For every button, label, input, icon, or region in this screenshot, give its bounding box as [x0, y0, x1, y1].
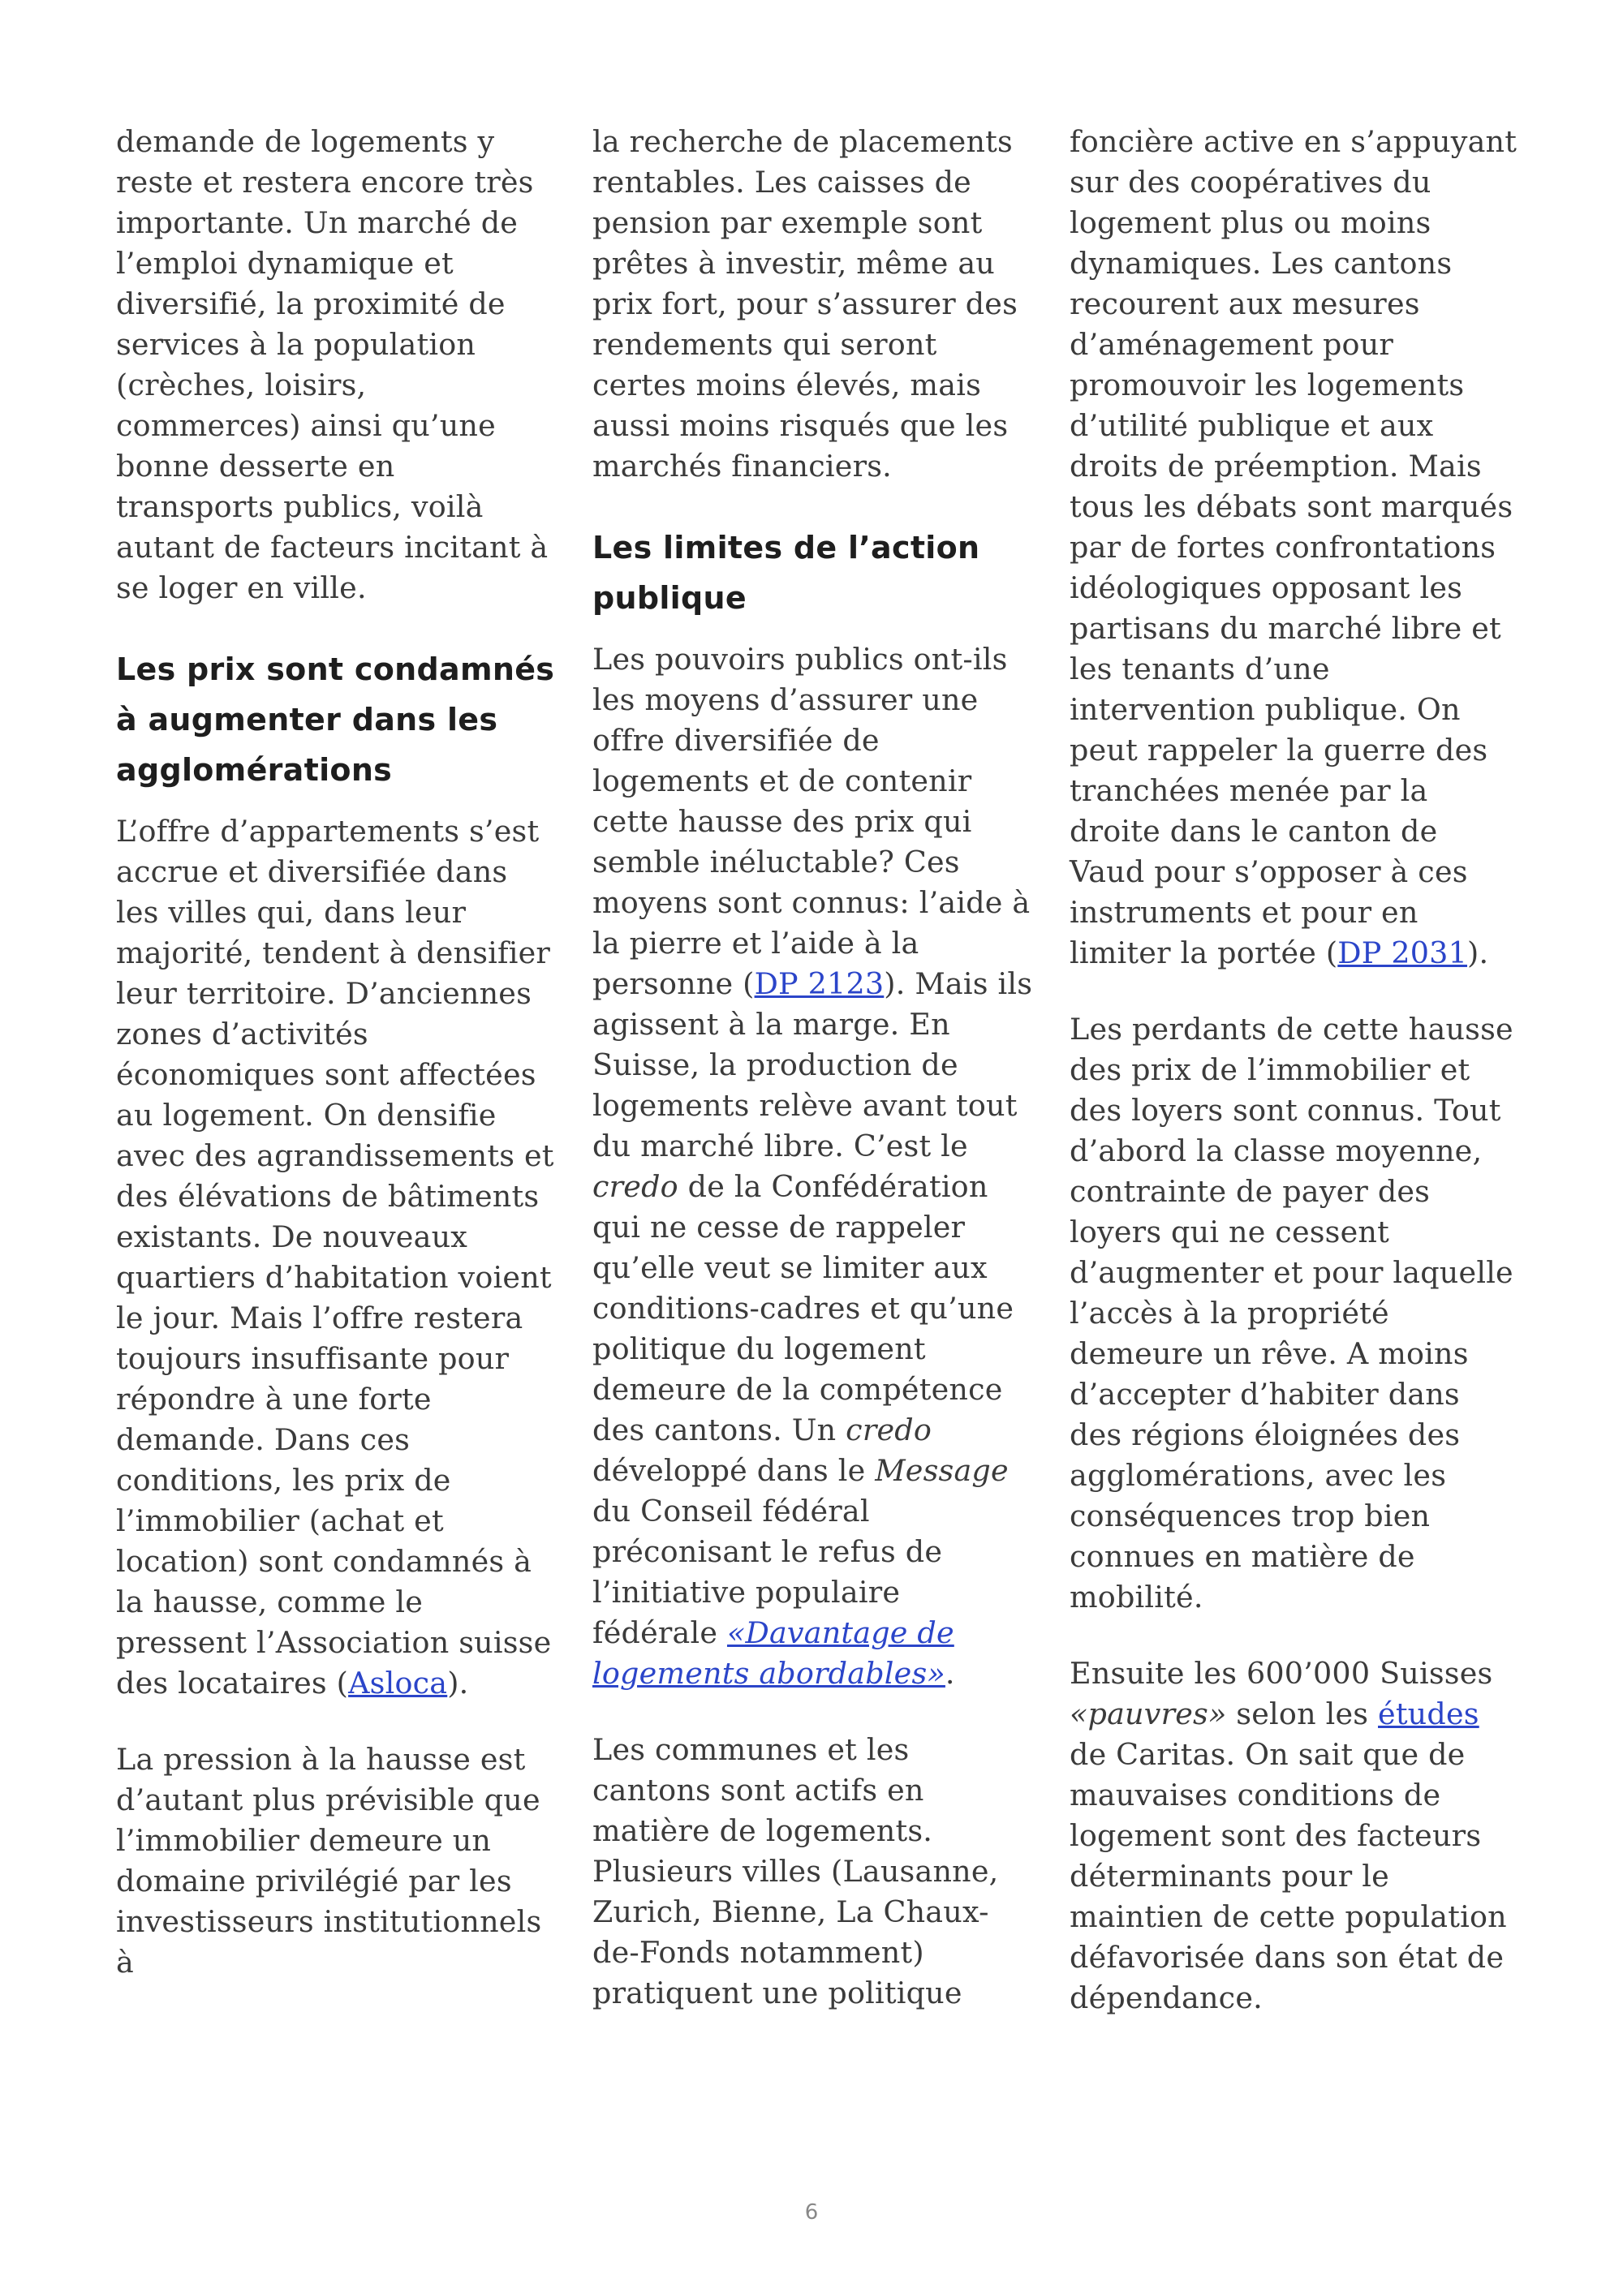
- paragraph-text: développé dans le: [592, 1453, 876, 1488]
- text-column-2: [592, 122, 1035, 2049]
- paragraph-text: de Caritas. On sait que de mauvaises conditions de logement sont des facteurs déterminants pour le maintien de cette population défavorisée dans son état de dépendance.: [1070, 1737, 1507, 2015]
- paragraph-text: selon les: [1226, 1696, 1379, 1731]
- paragraph-text: Les pouvoirs publics ont-ils les moyens d’assurer une offre diversifiée de logements et de contenir cette hausse des prix qui semble inéluctable? Ces moyens sont connus: l’aide à la pierre et l’aide à la personne (: [592, 642, 1031, 1001]
- paragraph: [592, 639, 1035, 1694]
- paragraph-text: ). Mais ils agissent à la marge. En Suisse, la production de logements relève avant tout du marché libre. C’est le: [592, 966, 1033, 1163]
- emphasis-message: Message: [875, 1453, 1009, 1488]
- dp-2123-link[interactable]: DP 2123: [754, 966, 885, 1001]
- paragraph-text: ).: [1467, 935, 1489, 970]
- paragraph: La pression à la hausse est d’autant plus prévisible que l’immobilier demeure un domaine privilégié par les investisseurs institutionnels à: [116, 1742, 542, 1980]
- asloca-link[interactable]: Asloca: [348, 1666, 448, 1701]
- paragraph-text: Ensuite les 600’000 Suisses: [1070, 1656, 1493, 1691]
- paragraph-text: .: [945, 1656, 955, 1691]
- paragraph: [1070, 122, 1520, 974]
- emphasis-pauvres: «pauvres»: [1070, 1696, 1227, 1731]
- paragraph: [116, 811, 558, 1704]
- etudes-link[interactable]: études: [1378, 1696, 1479, 1731]
- paragraph: demande de logements y reste et restera encore très importante. Un marché de l’emploi dynamique et diversifié, la proximité de services à la population (crèches, loisirs, commerces) ainsi qu’une bonne desserte en transports publics, voilà autant de facteurs incitant à se loger en ville.: [116, 124, 549, 605]
- paragraph: [1070, 1653, 1520, 2019]
- paragraph: Les communes et les cantons sont actifs en matière de logements. Plusieurs villes (Lausanne, Zurich, Bienne, La Chaux-de-Fonds notamment) pratiquent une politique: [592, 1732, 999, 2010]
- paragraph: la recherche de placements rentables. Les caisses de pension par exemple sont prêtes à investir, même au prix fort, pour s’assurer des rendements qui seront certes moins élevés, mais aussi moins risqués que les marchés financiers.: [592, 124, 1018, 484]
- section-heading-prices: Les prix sont condamnés à augmenter dans les agglomérations: [116, 651, 555, 788]
- initiative-link[interactable]: «Davantage de logements abordables»: [592, 1615, 954, 1691]
- text-column-1: [116, 122, 558, 2019]
- page-number: 6: [804, 2200, 819, 2225]
- section-heading-public-action: Les limites de l’action publique: [592, 530, 980, 616]
- emphasis-credo: credo: [592, 1169, 678, 1204]
- emphasis-credo: credo: [846, 1412, 932, 1447]
- dp-2031-link[interactable]: DP 2031: [1337, 935, 1468, 970]
- paragraph-text: de la Confédération qui ne cesse de rappeler qu’elle veut se limiter aux conditions-cadres et qu’une politique du logement demeure de la compétence des cantons. Un: [592, 1169, 1014, 1447]
- paragraph: Les perdants de cette hausse des prix de l’immobilier et des loyers sont connus. Tout d’abord la classe moyenne, contrainte de payer des loyers qui ne cessent d’augmenter et pour laquelle l’accès à la propriété demeure un rêve. A moins d’accepter d’habiter dans des régions éloignées des agglomérations, avec les conséquences trop bien connues en matière de mobilité.: [1070, 1012, 1513, 1615]
- paragraph-text: du Conseil fédéral préconisant le refus de l’initiative populaire fédérale: [592, 1494, 943, 1650]
- paragraph-text: L’offre d’appartements s’est accrue et diversifiée dans les villes qui, dans leur majorité, tendent à densifier leur territoire. D’anciennes zones d’activités économiques sont affectées au logement. On densifie avec des agrandissements et des élévations de bâtiments existants. De nouveaux quartiers d’habitation voient le jour. Mais l’offre restera toujours insuffisante pour répondre à une forte demande. Dans ces conditions, les prix de l’immobilier (achat et location) sont condamnés à la hausse, comme le pressent l’Association suisse des locataires (: [116, 814, 554, 1701]
- text-column-3: [1070, 122, 1520, 2054]
- paragraph-text: foncière active en s’appuyant sur des coopératives du logement plus ou moins dynamiques. Les cantons recourent aux mesures d’aménagement pour promouvoir les logements d’utilité publique et aux droits de préemption. Mais tous les débats sont marqués par de fortes confrontations idéologiques opposant les partisans du marché libre et les tenants d’une intervention publique. On peut rappeler la guerre des tranchées menée par la droite dans le canton de Vaud pour s’opposer à ces instruments et pour en limiter la portée (: [1070, 124, 1518, 970]
- paragraph-text: ).: [447, 1666, 469, 1701]
